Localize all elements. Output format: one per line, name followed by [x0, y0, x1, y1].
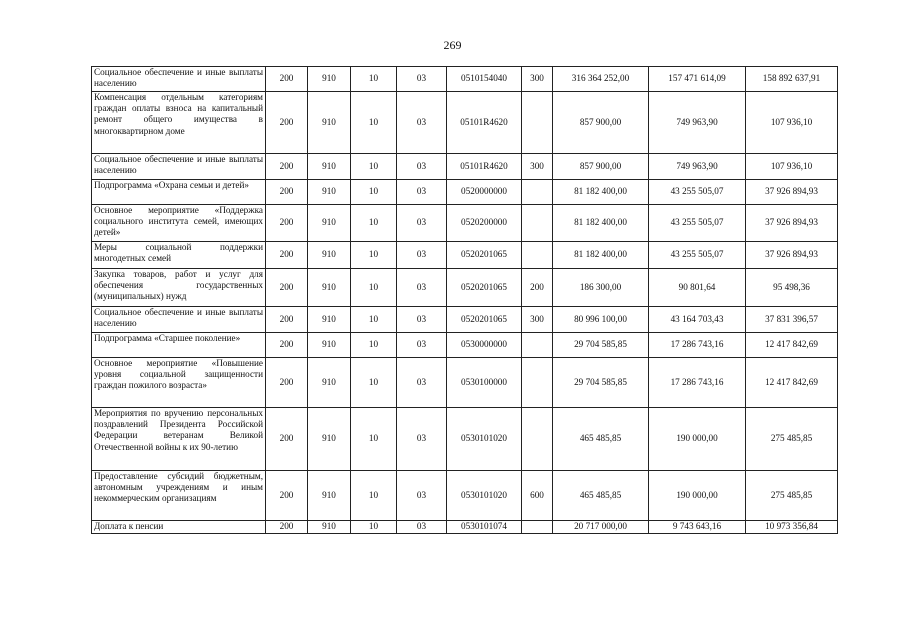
amount-2: 9 743 643,16: [649, 521, 746, 534]
amount-3: 12 417 842,69: [746, 358, 838, 408]
amount-2: 157 471 614,09: [649, 67, 746, 92]
subsection-code: 03: [397, 333, 447, 358]
subsection-code: 03: [397, 67, 447, 92]
target-code: 0520201065: [447, 269, 522, 307]
dept-code: 910: [308, 333, 351, 358]
section-code: 10: [351, 154, 397, 180]
dept-code: 910: [308, 471, 351, 521]
row-name: Предоставление субсидий бюджетным, автономным учреждениям и иным некоммерческим организациям: [92, 471, 266, 521]
amount-1: 465 485,85: [553, 408, 649, 471]
section-code: 10: [351, 358, 397, 408]
expense-type-code: [522, 205, 553, 242]
expense-type-code: 300: [522, 154, 553, 180]
dept-code: 910: [308, 154, 351, 180]
expense-type-code: [522, 408, 553, 471]
section-code: 10: [351, 333, 397, 358]
row-name: Мероприятия по вручению персональных поздравлений Президента Российской Федерации ветеранам Великой Отечественной войны к их 90-летию: [92, 408, 266, 471]
dept-code: 910: [308, 269, 351, 307]
table-row: [92, 358, 838, 408]
table-row: [92, 408, 838, 471]
dept-code: 910: [308, 205, 351, 242]
amount-2: 43 255 505,07: [649, 205, 746, 242]
ministry-code: 200: [266, 92, 308, 154]
section-code: 10: [351, 307, 397, 333]
amount-1: 857 900,00: [553, 154, 649, 180]
amount-1: 465 485,85: [553, 471, 649, 521]
target-code: 0530101020: [447, 471, 522, 521]
table-row: [92, 471, 838, 521]
expense-type-code: [522, 180, 553, 205]
section-code: 10: [351, 205, 397, 242]
section-code: 10: [351, 471, 397, 521]
budget-table: [91, 66, 838, 534]
amount-1: 186 300,00: [553, 269, 649, 307]
ministry-code: 200: [266, 154, 308, 180]
expense-type-code: [522, 333, 553, 358]
subsection-code: 03: [397, 521, 447, 534]
subsection-code: 03: [397, 358, 447, 408]
amount-2: 190 000,00: [649, 471, 746, 521]
subsection-code: 03: [397, 307, 447, 333]
page-number: 269: [443, 38, 462, 52]
expense-type-code: [522, 92, 553, 154]
table-row: [92, 333, 838, 358]
dept-code: 910: [308, 180, 351, 205]
dept-code: 910: [308, 92, 351, 154]
target-code: 0530101020: [447, 408, 522, 471]
table-row: [92, 269, 838, 307]
subsection-code: 03: [397, 154, 447, 180]
amount-3: 10 973 356,84: [746, 521, 838, 534]
amount-1: 316 364 252,00: [553, 67, 649, 92]
subsection-code: 03: [397, 92, 447, 154]
table-row: [92, 521, 838, 534]
table-row: [92, 154, 838, 180]
row-name: Подпрограмма «Охрана семьи и детей»: [92, 180, 266, 205]
ministry-code: 200: [266, 67, 308, 92]
section-code: 10: [351, 92, 397, 154]
target-code: 0520000000: [447, 180, 522, 205]
dept-code: 910: [308, 408, 351, 471]
amount-1: 80 996 100,00: [553, 307, 649, 333]
table-row: [92, 205, 838, 242]
target-code: 0530100000: [447, 358, 522, 408]
dept-code: 910: [308, 307, 351, 333]
table-row: [92, 67, 838, 92]
amount-2: 17 286 743,16: [649, 358, 746, 408]
expense-type-code: 300: [522, 67, 553, 92]
amount-2: 749 963,90: [649, 92, 746, 154]
row-name: Социальное обеспечение и иные выплаты населению: [92, 154, 266, 180]
section-code: 10: [351, 408, 397, 471]
amount-2: 17 286 743,16: [649, 333, 746, 358]
target-code: 0530101074: [447, 521, 522, 534]
row-name: Меры социальной поддержки многодетных семей: [92, 242, 266, 269]
ministry-code: 200: [266, 205, 308, 242]
ministry-code: 200: [266, 269, 308, 307]
target-code: 0520200000: [447, 205, 522, 242]
ministry-code: 200: [266, 242, 308, 269]
row-name: Основное мероприятие «Повышение уровня социальной защищенности граждан пожилого возраста»: [92, 358, 266, 408]
dept-code: 910: [308, 521, 351, 534]
section-code: 10: [351, 180, 397, 205]
amount-1: 20 717 000,00: [553, 521, 649, 534]
subsection-code: 03: [397, 269, 447, 307]
ministry-code: 200: [266, 471, 308, 521]
amount-3: 275 485,85: [746, 471, 838, 521]
amount-1: 81 182 400,00: [553, 205, 649, 242]
dept-code: 910: [308, 242, 351, 269]
amount-3: 107 936,10: [746, 154, 838, 180]
table-row: [92, 92, 838, 154]
ministry-code: 200: [266, 307, 308, 333]
ministry-code: 200: [266, 180, 308, 205]
table-body: [92, 67, 838, 534]
ministry-code: 200: [266, 358, 308, 408]
expense-type-code: 200: [522, 269, 553, 307]
amount-3: 107 936,10: [746, 92, 838, 154]
expense-type-code: 600: [522, 471, 553, 521]
target-code: 0530000000: [447, 333, 522, 358]
target-code: 0520201065: [447, 307, 522, 333]
subsection-code: 03: [397, 205, 447, 242]
amount-3: 37 926 894,93: [746, 205, 838, 242]
dept-code: 910: [308, 358, 351, 408]
amount-2: 43 255 505,07: [649, 242, 746, 269]
row-name: Доплата к пенсии: [92, 521, 266, 534]
section-code: 10: [351, 521, 397, 534]
table-row: [92, 242, 838, 269]
amount-1: 29 704 585,85: [553, 333, 649, 358]
amount-2: 43 255 505,07: [649, 180, 746, 205]
subsection-code: 03: [397, 242, 447, 269]
subsection-code: 03: [397, 180, 447, 205]
amount-2: 749 963,90: [649, 154, 746, 180]
amount-3: 37 831 396,57: [746, 307, 838, 333]
dept-code: 910: [308, 67, 351, 92]
ministry-code: 200: [266, 333, 308, 358]
row-name: Компенсация отдельным категориям граждан оплаты взноса на капитальный ремонт общего имущества в многоквартирном доме: [92, 92, 266, 154]
amount-3: 275 485,85: [746, 408, 838, 471]
amount-1: 29 704 585,85: [553, 358, 649, 408]
amount-1: 857 900,00: [553, 92, 649, 154]
table-row: [92, 307, 838, 333]
section-code: 10: [351, 269, 397, 307]
expense-type-code: [522, 358, 553, 408]
row-name: Социальное обеспечение и иные выплаты населению: [92, 67, 266, 92]
row-name: Подпрограмма «Старшее поколение»: [92, 333, 266, 358]
amount-2: 90 801,64: [649, 269, 746, 307]
subsection-code: 03: [397, 471, 447, 521]
row-name: Закупка товаров, работ и услуг для обеспечения государственных (муниципальных) нужд: [92, 269, 266, 307]
amount-1: 81 182 400,00: [553, 180, 649, 205]
target-code: 0520201065: [447, 242, 522, 269]
amount-2: 190 000,00: [649, 408, 746, 471]
table-row: [92, 180, 838, 205]
amount-1: 81 182 400,00: [553, 242, 649, 269]
target-code: 0510154040: [447, 67, 522, 92]
expense-type-code: [522, 521, 553, 534]
amount-3: 95 498,36: [746, 269, 838, 307]
section-code: 10: [351, 242, 397, 269]
target-code: 05101R4620: [447, 154, 522, 180]
amount-3: 37 926 894,93: [746, 180, 838, 205]
subsection-code: 03: [397, 408, 447, 471]
expense-type-code: [522, 242, 553, 269]
section-code: 10: [351, 67, 397, 92]
amount-3: 12 417 842,69: [746, 333, 838, 358]
row-name: Социальное обеспечение и иные выплаты населению: [92, 307, 266, 333]
target-code: 05101R4620: [447, 92, 522, 154]
amount-2: 43 164 703,43: [649, 307, 746, 333]
ministry-code: 200: [266, 408, 308, 471]
amount-3: 158 892 637,91: [746, 67, 838, 92]
amount-3: 37 926 894,93: [746, 242, 838, 269]
expense-type-code: 300: [522, 307, 553, 333]
ministry-code: 200: [266, 521, 308, 534]
row-name: Основное мероприятие «Поддержка социального института семей, имеющих детей»: [92, 205, 266, 242]
